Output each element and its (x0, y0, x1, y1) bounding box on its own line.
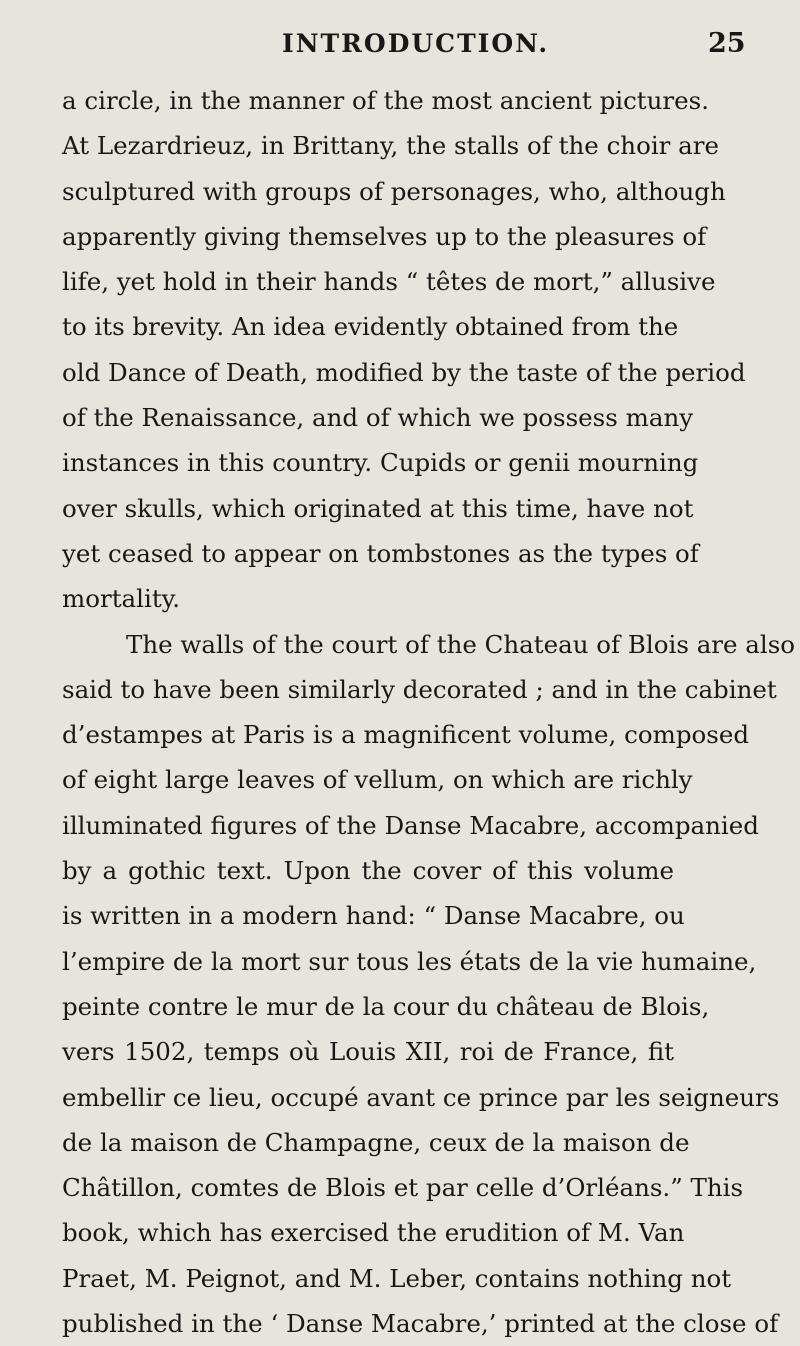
text-line: yet ceased to appear on tombstones as the types of (62, 538, 699, 568)
text-line: life, yet hold in their hands “ têtes de mort,” allusive (62, 267, 716, 297)
paragraph-1 (62, 78, 746, 622)
text-line: de la maison de Champagne, ceux de la maison de (62, 1127, 690, 1157)
text-line: said to have been similarly decorated ; and in the cabinet (62, 674, 777, 704)
text-line: to its brevity. An idea evidently obtained from the (62, 312, 679, 342)
text-line: a circle, in the manner of the most ancient pictures. (62, 86, 710, 115)
text-line: Châtillon, comtes de Blois et par celle d’Orléans.” This (62, 1173, 744, 1203)
text-line: embellir ce lieu, occupé avant ce prince par les seigneurs (62, 1082, 780, 1112)
text-line: book, which has exercised the erudition of M. Van (62, 1218, 685, 1248)
text-line: instances in this country. Cupids or genii mourning (62, 448, 699, 478)
running-title: INTRODUCTION. (282, 29, 550, 58)
text-line: published in the ‘ Danse Macabre,’ printed at the close of (62, 1309, 779, 1339)
text-line: is written in a modern hand: “ Danse Macabre, ou (62, 901, 685, 931)
text-line: over skulls, which originated at this time, have not (62, 493, 694, 523)
text-line: The walls of the court of the Chateau of Blois are also (126, 629, 796, 659)
text-line: l’empire de la mort sur tous les états de la vie humaine, (62, 946, 757, 976)
paragraph-2 (62, 622, 796, 1346)
text-line: d’estampes at Paris is a magnificent volume, composed (62, 720, 750, 750)
text-line: sculptured with groups of personages, who, although (62, 176, 726, 206)
text-line: peinte contre le mur de la cour du château de Blois, (62, 991, 710, 1021)
page-number: 25 (708, 28, 746, 59)
text-line: of eight large leaves of vellum, on which are richly (62, 765, 693, 795)
running-head (0, 24, 800, 64)
text-line: mortality. (62, 584, 181, 614)
text-line: illuminated figures of the Danse Macabre, accompanied (62, 810, 759, 840)
text-line: apparently giving themselves up to the pleasures of (62, 221, 707, 251)
text-line: by a gothic text. Upon the cover of this volume (62, 856, 674, 886)
body-text (62, 78, 796, 1346)
text-line: Praet, M. Peignot, and M. Leber, contains nothing not (62, 1263, 732, 1293)
text-line: old Dance of Death, modified by the taste of the period (62, 357, 746, 387)
text-line: of the Renaissance, and of which we possess many (62, 403, 694, 433)
text-line: vers 1502, temps où Louis XII, roi de France, fit (62, 1037, 674, 1067)
text-line: At Lezardrieuz, in Brittany, the stalls of the choir are (62, 131, 719, 161)
